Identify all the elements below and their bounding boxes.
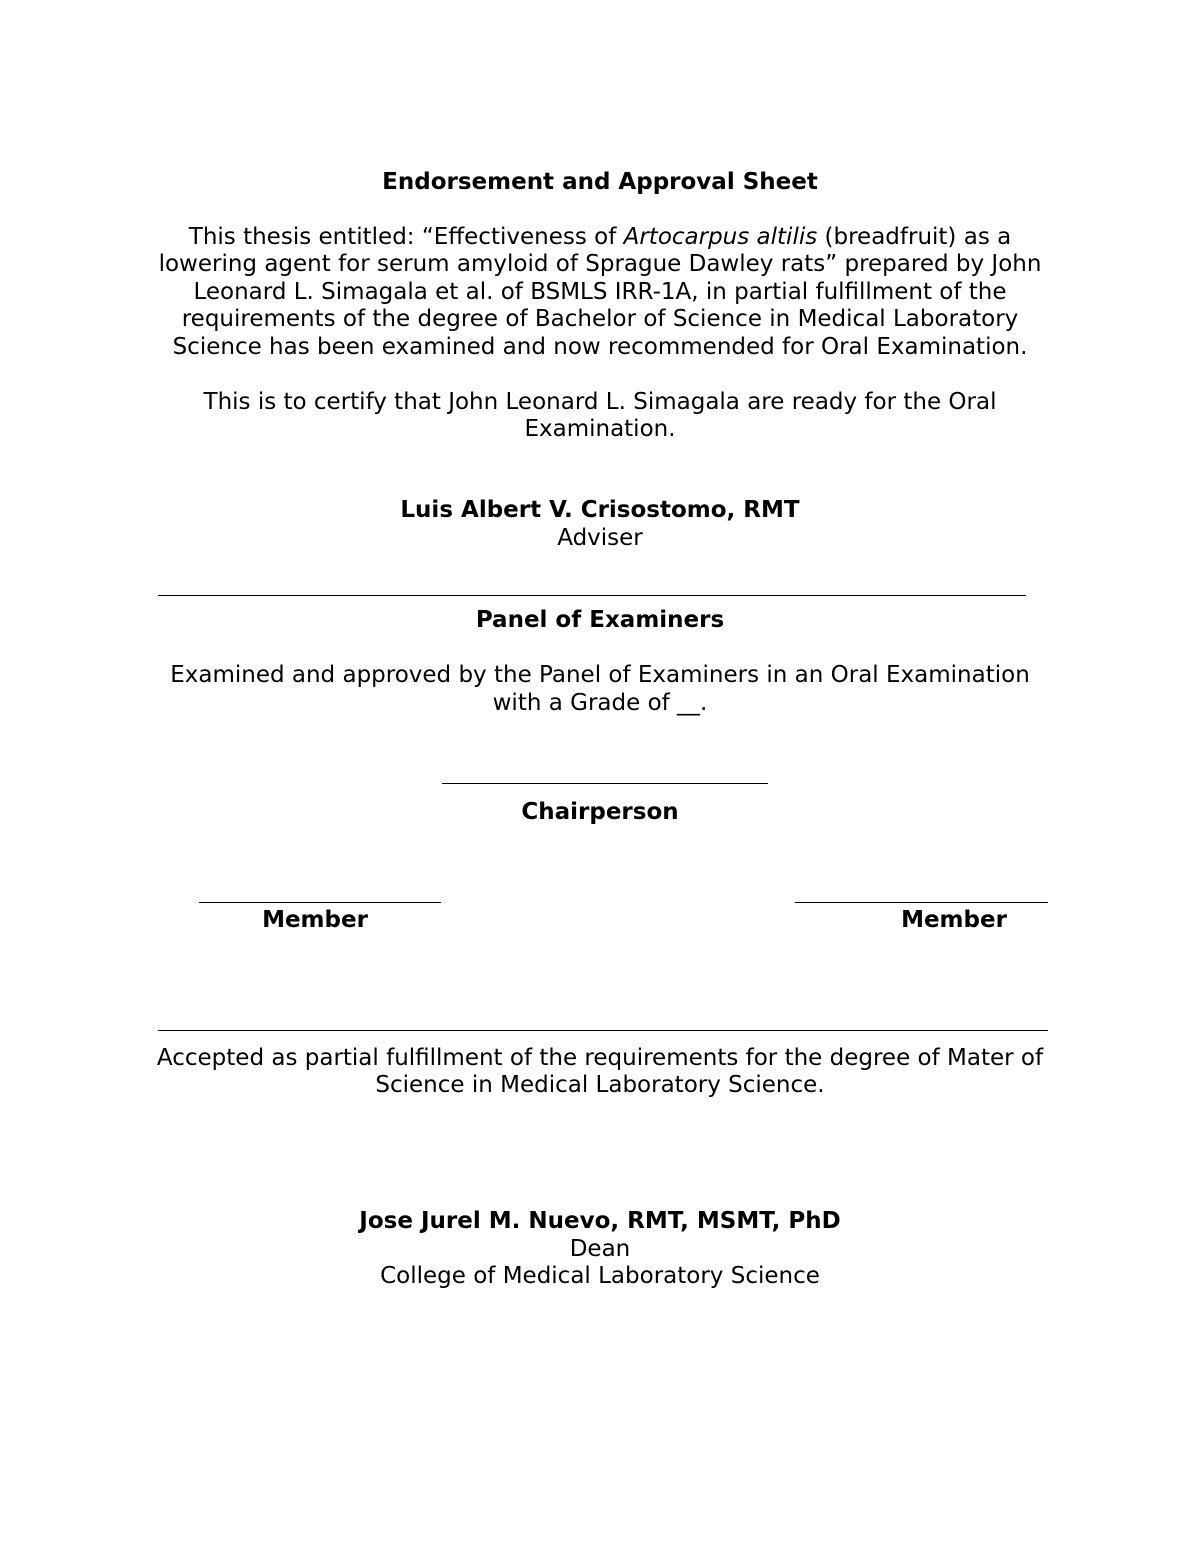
- member-right-label: Member: [901, 907, 1007, 933]
- intro-line-3: Leonard L. Simagala et al. of BSMLS IRR-1A, in partial fulfillment of the: [193, 279, 1007, 305]
- intro-line-2: lowering agent for serum amyloid of Sprague Dawley rats” prepared by John: [158, 251, 1042, 277]
- acceptance-line-2: Science in Medical Laboratory Science.: [375, 1072, 825, 1098]
- adviser-name: Luis Albert V. Crisostomo, RMT: [400, 497, 800, 523]
- adviser-role: Adviser: [557, 525, 643, 551]
- member-right-signature-line: [795, 902, 1048, 903]
- intro-line-4: requirements of the degree of Bachelor of Science in Medical Laboratory: [181, 306, 1019, 332]
- chairperson-label: Chairperson: [521, 799, 679, 825]
- divider-line-upper: [158, 595, 1026, 596]
- dean-name: Jose Jurel M. Nuevo, RMT, MSMT, PhD: [359, 1208, 841, 1234]
- certify-line-2: Examination.: [524, 416, 676, 442]
- panel-heading: Panel of Examiners: [475, 607, 725, 633]
- dean-role: Dean: [569, 1236, 631, 1262]
- intro-line-5: Science has been examined and now recommended for Oral Examination.: [172, 334, 1028, 360]
- sheet-title: Endorsement and Approval Sheet: [382, 169, 818, 195]
- panel-line-1: Examined and approved by the Panel of Examiners in an Oral Examination: [170, 662, 1030, 688]
- certify-line-1: This is to certify that John Leonard L. Simagala are ready for the Oral: [203, 389, 997, 415]
- panel-line-2: with a Grade of __.: [492, 690, 708, 716]
- chairperson-signature-line: [442, 783, 768, 784]
- divider-line-lower: [158, 1030, 1048, 1031]
- intro-line-1: [0, 223, 1200, 251]
- dean-college: College of Medical Laboratory Science: [380, 1263, 820, 1289]
- member-left-signature-line: [199, 902, 441, 903]
- intro-line-1-before: This thesis entitled: “Effectiveness of: [188, 224, 624, 250]
- acceptance-line-1: Accepted as partial fulfillment of the requirements for the degree of Mater of: [156, 1045, 1044, 1071]
- intro-line-1-after: (breadfruit) as a: [817, 224, 1012, 250]
- member-left-label: Member: [262, 907, 368, 933]
- species-name: Artocarpus altilis: [623, 224, 818, 250]
